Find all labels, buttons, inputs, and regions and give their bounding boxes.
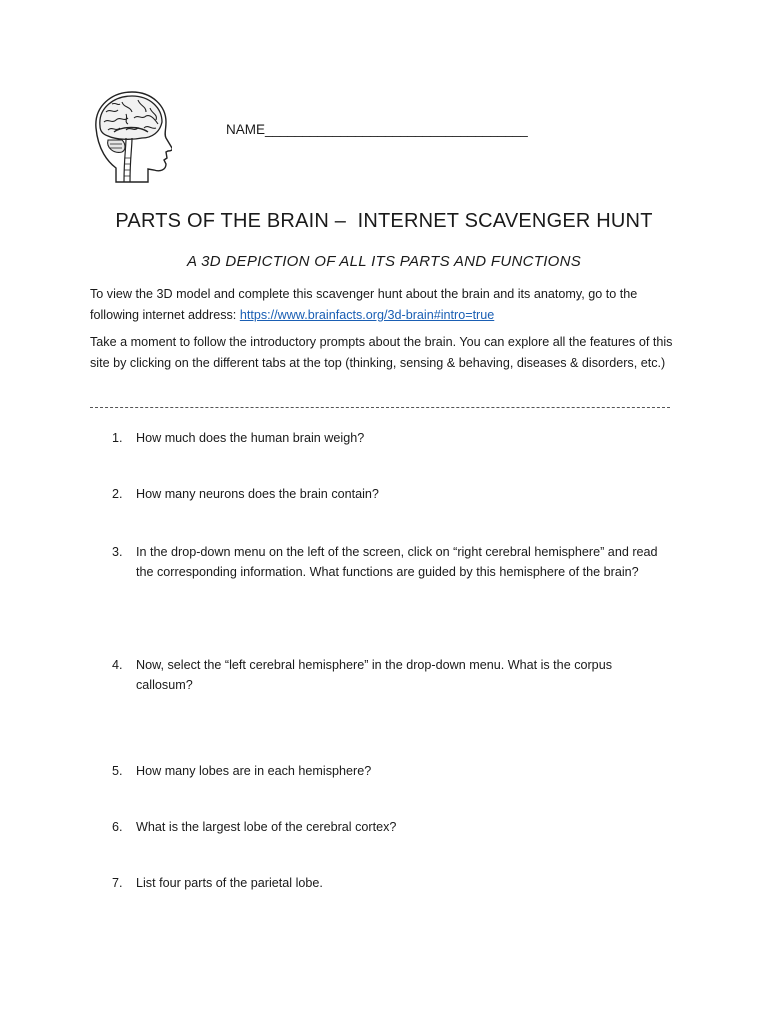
question-item (112, 655, 672, 695)
question-text: How many lobes are in each hemisphere? (136, 764, 372, 778)
name-field-line[interactable]: NAME___________________________________ (226, 122, 528, 137)
question-text: List four parts of the parietal lobe. (136, 876, 323, 890)
question-item (112, 484, 672, 504)
brainfacts-link[interactable]: https://www.brainfacts.org/3d-brain#intro=true (239, 308, 495, 322)
question-text: How much does the human brain weigh? (136, 431, 365, 445)
question-item (112, 542, 672, 582)
question-number: 5. (112, 764, 123, 778)
question-number: 4. (112, 658, 123, 672)
question-number: 6. (112, 820, 123, 834)
question-text: How many neurons does the brain contain? (136, 487, 379, 501)
page-subtitle: A 3D DEPICTION OF ALL ITS PARTS AND FUNCTIONS (186, 253, 582, 270)
dashed-divider (90, 407, 670, 408)
question-item (112, 761, 672, 781)
intro-text: To view the 3D model and complete this scavenger hunt about the brain and its anatomy, go to the following internet address: (90, 287, 638, 322)
question-text: Now, select the “left cerebral hemisphere” in the drop-down menu. What is the corpus callosum? (136, 658, 612, 692)
page-title: PARTS OF THE BRAIN – INTERNET SCAVENGER HUNT (115, 210, 653, 232)
question-item (112, 817, 672, 837)
intro-paragraph-2: Take a moment to follow the introductory prompts about the brain. You can explore all the features of this site by clicking on the different tabs at the top (thinking, sensing & behaving, diseases & disorders, etc.) (90, 335, 673, 370)
question-number: 2. (112, 487, 123, 501)
question-item (112, 428, 672, 448)
question-number: 7. (112, 876, 123, 890)
brain-head-icon (86, 88, 172, 184)
question-text: In the drop-down menu on the left of the screen, click on “right cerebral hemisphere” and read the corresponding information. What functions are guided by this hemisphere of the brain? (136, 545, 658, 579)
question-number: 3. (112, 545, 123, 559)
question-text: What is the largest lobe of the cerebral cortex? (136, 820, 397, 834)
question-number: 1. (112, 431, 123, 445)
question-item (112, 873, 672, 893)
intro-paragraph-1 (90, 284, 680, 326)
